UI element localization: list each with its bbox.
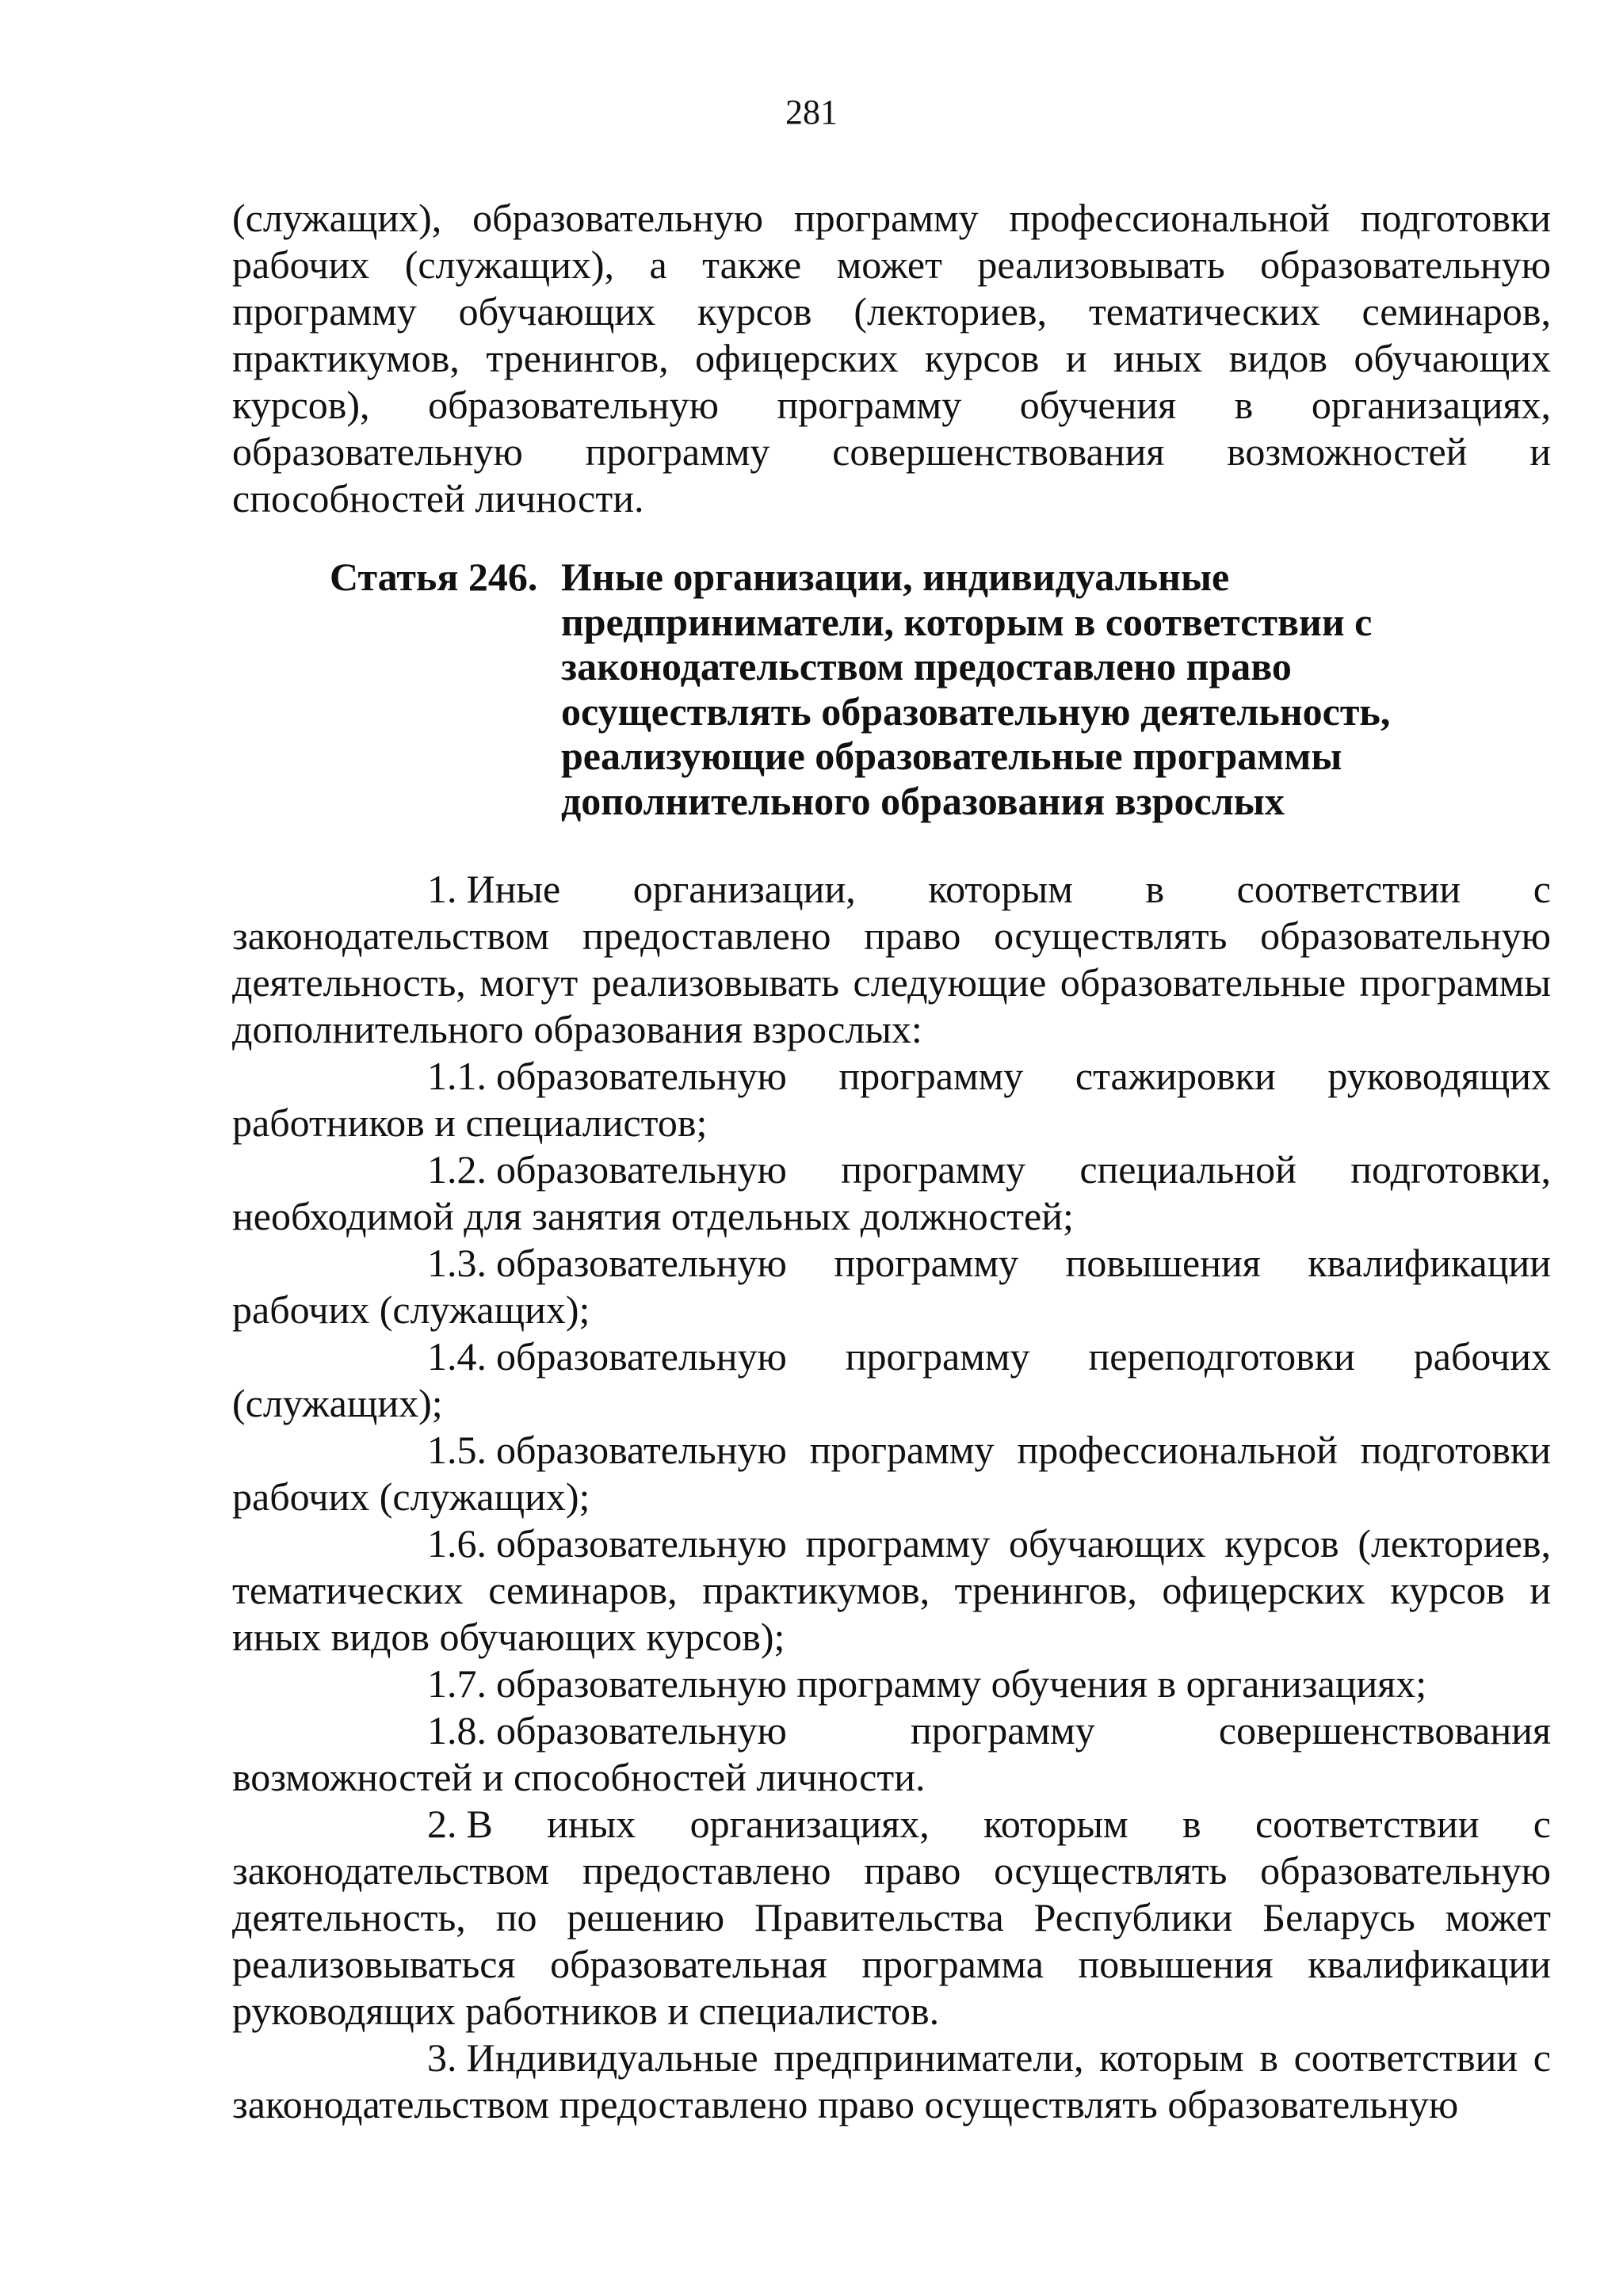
paragraph-number: 1.5.	[427, 1428, 487, 1472]
paragraph-1-6	[232, 1520, 1551, 1661]
paragraph-number: 1.4.	[427, 1334, 487, 1379]
paragraph-number: 1.2.	[427, 1147, 487, 1192]
article-body	[232, 866, 1551, 2128]
paragraph-text: В иных организациях, которым в соответствии с законодательством предоставлено право осуществлять образовательную деятельность, по решению Правительства Республики Беларусь может реализовываться образовательная программа повышения квалификации руководящих работников и специалистов.	[232, 1802, 1551, 2033]
article-title: Иные организации, индивидуальные предприниматели, которым в соответствии с законодательством предоставлено право осуществлять образовательную деятельность, реализующие образовательные программы дополнительного образования взрослых	[561, 555, 1391, 823]
article-heading	[330, 555, 1439, 823]
paragraph-number: 1.1.	[427, 1054, 487, 1098]
paragraph-1	[232, 866, 1551, 1053]
paragraph-number: 1.3.	[427, 1241, 487, 1285]
paragraph-1-5	[232, 1427, 1551, 1520]
paragraph-1-7	[232, 1661, 1551, 1707]
paragraph-2	[232, 1801, 1551, 2035]
paragraph-text: образовательную программу специальной подготовки, необходимой для занятия отдельных должностей;	[232, 1147, 1551, 1238]
paragraph-text: образовательную программу стажировки руководящих работников и специалистов;	[232, 1054, 1551, 1145]
paragraph-text: образовательную программу переподготовки рабочих (служащих);	[232, 1334, 1551, 1425]
article-label: Статья 246.	[330, 555, 538, 599]
paragraph-1-4	[232, 1333, 1551, 1427]
paragraph-text: образовательную программу повышения квалификации рабочих (служащих);	[232, 1241, 1551, 1332]
paragraph-text: образовательную программу обучения в организациях;	[496, 1661, 1427, 1706]
paragraph-number: 3.	[427, 2035, 457, 2080]
page-number: 281	[785, 93, 838, 132]
paragraph-text: образовательную программу обучающих курсов (лекториев, тематических семинаров, практикумов, тренингов, офицерских курсов и иных видов обучающих курсов);	[232, 1521, 1551, 1659]
paragraph-1-1	[232, 1053, 1551, 1146]
paragraph-text: образовательную программу профессиональной подготовки рабочих (служащих);	[232, 1428, 1551, 1519]
paragraph-1-3	[232, 1240, 1551, 1333]
paragraph-3	[232, 2035, 1551, 2128]
paragraph-1-2	[232, 1146, 1551, 1240]
paragraph-1-8	[232, 1707, 1551, 1801]
paragraph-text: Индивидуальные предприниматели, которым в соответствии с законодательством предоставлено право осуществлять образовательную	[232, 2035, 1551, 2126]
paragraph-number: 1.7.	[427, 1661, 487, 1706]
intro-paragraph: (служащих), образовательную программу профессиональной подготовки рабочих (служащих), а также может реализовывать образовательную программу обучающих курсов (лекториев, тематических семинаров, практикумов, тренингов, офицерских курсов и иных видов обучающих курсов), образовательную программу обучения в организациях, образовательную программу совершенствования возможностей и способностей личности.	[232, 196, 1551, 521]
paragraph-number: 2.	[427, 1802, 457, 1846]
paragraph-number: 1.	[427, 867, 457, 911]
paragraph-number: 1.6.	[427, 1521, 487, 1566]
paragraph-text: образовательную программу совершенствования возможностей и способностей личности.	[232, 1708, 1551, 1799]
paragraph-number: 1.8.	[427, 1708, 487, 1753]
paragraph-text: Иные организации, которым в соответствии с законодательством предоставлено право осуществлять образовательную деятельность, могут реализовывать следующие образовательные программы дополнительного образования взрослых:	[232, 867, 1551, 1051]
